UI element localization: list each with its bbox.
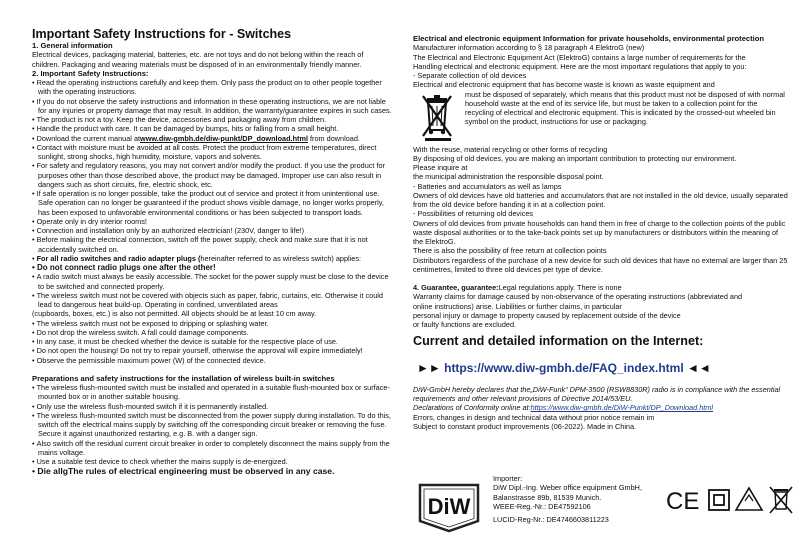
weee-title: Electrical and electronic equipment Information for private households, environmental protection	[413, 34, 765, 43]
list-item: • The wireless switch must not be exposed to dripping or splashing water.	[32, 319, 392, 328]
list-item: • If safe operation is no longer possible, take the product out of service and protect it from unintentional use. Safe operation can no longer be guaranteed if the product shows visible damage, no longer works properly, has been exposed to unfavorable environmental conditions or has been subjected to transport loads.	[32, 189, 392, 217]
crossed-out-wheelie-bin-icon	[770, 487, 792, 513]
radio-rest: hereinafter referred to as wireless switch) applies:	[200, 253, 362, 263]
importer-label: Importer:	[493, 474, 523, 483]
compliance-marks	[665, 484, 795, 516]
manual-download-link[interactable]: www.diw-gmbh.de/diw-punkt/DP_download.html	[140, 133, 308, 143]
weee-line: Manufacturer information according to § 18 paragraph 4 ElektroG (new)	[413, 43, 645, 53]
importer-name: DiW Dipl.-Ing. Weber office equipment GmbH,	[493, 483, 642, 493]
errors-line: Subject to constant product improvements (06-2022). Made in China.	[413, 421, 637, 431]
list-item: • In any case, it must be checked whether the device is suitable for the respective place of use.	[32, 337, 392, 346]
list-item: • Do not drop the wireless switch. A fall could damage components.	[32, 328, 392, 337]
diw-logo-text: DiW	[427, 494, 471, 519]
list-item: • Use a suitable test device to check whether the mains supply is de-energized.	[32, 457, 392, 466]
weee-line: By disposing of old devices, you are making an important contribution to protecting our environment.	[413, 153, 737, 163]
list-item: • Connection and installation only by an authorized electrician! (230V, danger to life!)	[32, 226, 392, 235]
arrow-right-icon: ◄◄	[687, 361, 711, 376]
list-item: • Observe the permissible maximum power (W) of the connected device.	[32, 356, 392, 365]
guarantee-line: or faulty functions are excluded.	[413, 320, 517, 329]
guarantee-line: personal injury or damage to property caused by replacement outside of the device	[413, 310, 681, 320]
guarantee-first: Legal regulations apply. There is none	[498, 283, 622, 292]
weee-line: Please inquire at	[413, 163, 468, 172]
list-item: • Do not open the housing! Do not try to repair yourself, otherwise the approval will expire immediately!	[32, 346, 392, 355]
current-info-title: Current and detailed information on the Internet:	[413, 334, 704, 349]
declaration-prefix: Declarations of Conformity online at:	[413, 403, 531, 413]
weee-line: Owners of old devices have old batteries and accumulators that are not installed in the old device, usually separated from the old device before handing it in at a collection point.	[413, 190, 788, 209]
declaration-online	[413, 403, 788, 412]
weee-line: The Electrical and Electronic Equipment Act (ElektroG) contains a large number of requirements for the	[413, 52, 746, 62]
section-general-title: 1. General information	[32, 41, 113, 50]
weee-line: There is also the possibility of free return at collection points	[413, 246, 607, 256]
recycling-triangle-icon	[736, 488, 762, 510]
radio-warning: • Do not connect radio plugs one after the other!	[32, 263, 392, 272]
weee-line: the municipal administration the responsible disposal point.	[413, 172, 604, 182]
list-item: • Contact with moisture must be avoided at all costs. Protect the product from extreme temperatures, direct sunlight, strong shocks, high humidity, moisture, vapors and solvents.	[32, 143, 392, 162]
weee-line: Handling electrical and electronic equipment. Here are the most important regulations that apply to you:	[413, 61, 747, 71]
faq-link[interactable]: https://www.diw-gmbh.de/FAQ_index.html	[444, 361, 684, 376]
download-prefix: Download the current manual at	[36, 133, 141, 143]
list-item: • Operate only in dry interior rooms!	[32, 217, 392, 226]
list-item-download	[32, 134, 392, 143]
list-item: • Handle the product with care. It can be damaged by bumps, hits or falling from a small height.	[32, 124, 392, 133]
list-item: • Also switch off the residual current circuit breaker in order to completely disconnect the mains supply from the mains voltage.	[32, 439, 392, 458]
list-item: • Only use the wireless flush-mounted switch if it is permanently installed.	[32, 402, 392, 411]
list-item-radio	[32, 254, 392, 263]
right-column	[413, 34, 788, 431]
guarantee-first-line	[413, 283, 788, 292]
list-item: • If you do not observe the safety instructions and information in these operating instructions, we are not liable for any injuries or property damage that may result. In addition, the warranty/guarantee expires in such cases.	[32, 97, 392, 116]
list-item: • The wireless flush-mounted switch must be disconnected from the power supply during installation. To do this, switch off the electrical mains supply by switching off the corresponding circuit breaker or removing the fuse. Secure it against unauthorized restarting, e.g. B. with a danger sign.	[32, 411, 392, 439]
weee-line: - Separate collection of old devices	[413, 71, 527, 80]
page-title: Important Safety Instructions for - Switches	[32, 27, 292, 41]
list-item: • For safety and regulatory reasons, you may not convert and/or modify the product. If you use the product for purposes other than those described above, the product may be damaged. Improper use can also result in dangers such as short circuits, fire, electric shock, etc.	[32, 161, 392, 189]
footer	[415, 474, 795, 544]
list-item: • The product is not a toy. Keep the device, accessories and packaging away from children.	[32, 115, 392, 124]
lucid-reg-number: LUCID-Reg-Nr.: DE4746603811223	[493, 515, 609, 525]
importer-address: Balanstrasse 89b, 81539 Munich.	[493, 492, 602, 502]
weee-line: - Possibilities of returning old devices	[413, 209, 534, 219]
diw-logo	[418, 483, 480, 533]
list-item: • A radio switch must always be easily accessible. The socket for the power supply must be close to the device to be switched and connected properly.	[32, 272, 392, 291]
ce-mark-icon: CE	[666, 488, 700, 515]
section-safety-title: 2. Important Safety Instructions:	[32, 68, 149, 78]
guarantee-line: online instructions) arise. Liabilities or further claims, in particular	[413, 301, 622, 311]
radio-bold: For all radio switches and radio adapter plugs (	[36, 253, 201, 263]
left-column	[32, 27, 392, 477]
bin-text: must be disposed of separately, which means that this product must not be disposed of with normal household waste at the end of its service life, but must be taken to a collection point for the recycling of electrical and electronic equipment. This is indicated by the crossed-out wheeled bin symbol on the product, instructions for use or packaging.	[465, 89, 785, 127]
cupboards-text: (cupboards, boxes, etc.) is also not permitted. All objects should be at least 10 cm away.	[32, 309, 317, 319]
weee-reg-number: WEEE-Reg.-Nr.: DE47592106	[493, 501, 591, 511]
list-item: • The wireless switch must not be covered with objects such as paper, fabric, curtains, etc. Otherwise it could lead to dangerous heat build-up. Operating in confined, unventilated areas	[32, 291, 392, 310]
weee-line: Distributors regardless of the purchase of a new device for such old devices that have no external are larger than 25 centimetres, limited to three old devices per type of device.	[413, 255, 788, 274]
guarantee-line: Warranty claims for damage caused by non-observance of the operating instructions (abbreviated and	[413, 292, 743, 302]
bin-block	[413, 90, 788, 145]
declaration-link[interactable]: https://www.diw-gmbh.de/DiW-Punkt/DP_Download.html	[530, 403, 713, 413]
weee-line: Owners of old devices from private households can hand them in free of charge to the collection points of the public waste disposal authorities or to the take-back points set up by manufacturers or distributors within the meaning of the ElektroG.	[413, 218, 786, 246]
download-suffix: from download.	[307, 133, 360, 143]
declaration-text: DiW-GmbH hereby declares that the„DiW-Funk“ DPM-3500 (RSW8830R) radio is in compliance with the essential requirements and other relevant provisions of Directive 2014/53/EU.	[413, 385, 781, 404]
weee-line: - Batteries and accumulators as well as lamps	[413, 181, 562, 191]
weee-line: Electrical and electronic equipment that has become waste is known as waste equipment and	[413, 80, 715, 90]
safety-class-ii-icon	[709, 490, 729, 510]
final-rules-note: • Die allgThe rules of electrical engineering must be observed in any case.	[32, 466, 392, 477]
weee-line: With the reuse, material recycling or other forms of recycling	[413, 144, 608, 154]
crossed-out-wheelie-bin-icon	[417, 92, 459, 142]
faq-link-row	[413, 360, 788, 376]
section-general-text: Electrical devices, packaging material, batteries, etc. are not toys and do not belong within the reach of children. Packaging and wearing materials must be disposed of in an environmentally friendly manner.	[32, 50, 364, 69]
section-installation-title: Preparations and safety instructions for the installation of wireless built-in switches	[32, 373, 335, 383]
list-item: • Read the operating instructions carefully and keep them. Only pass the product on to other people together with the operating instructions.	[32, 78, 392, 97]
importer-block	[493, 474, 683, 524]
list-item: • The wireless flush-mounted switch must be installed and operated in a suitable flush-mounted box or surface-mounted box or in another suitable housing.	[32, 383, 392, 402]
guarantee-title: 4. Guarantee, guarantee:	[413, 283, 499, 292]
errors-line: Errors, changes in design and technical data without prior notice remain im	[413, 412, 655, 422]
arrow-left-icon: ►►	[417, 361, 441, 376]
list-item: • Before making the electrical connection, switch off the power supply, check and make sure that it is not accidentally switched on.	[32, 235, 392, 254]
